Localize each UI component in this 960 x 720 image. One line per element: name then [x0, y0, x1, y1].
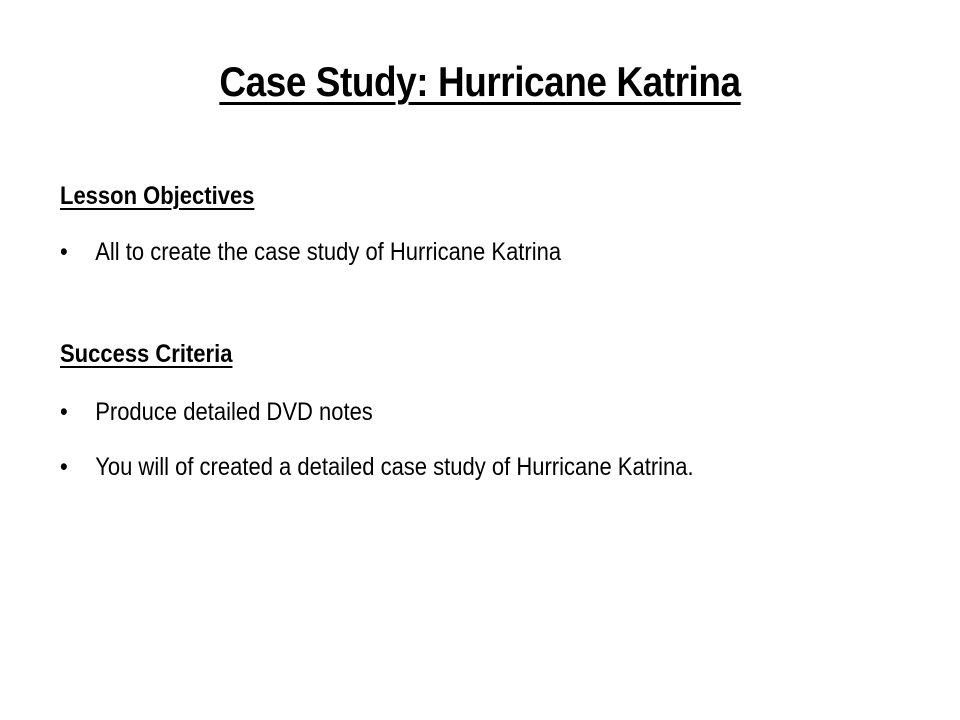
bullet-item	[60, 450, 817, 484]
bullet-text: You will of created a detailed case study of Hurricane Katrina.	[95, 453, 694, 481]
slide-title: Case Study: Hurricane Katrina	[219, 58, 741, 105]
bullet-item	[60, 395, 817, 429]
bullet-text: Produce detailed DVD notes	[95, 398, 373, 426]
section-heading-lesson-objectives: Lesson Objectives	[60, 182, 255, 210]
bullet-item	[60, 235, 817, 269]
bullet-icon: •	[60, 453, 68, 481]
bullet-icon: •	[60, 398, 68, 426]
bullet-icon: •	[60, 238, 68, 266]
section-heading-success-criteria: Success Criteria	[60, 340, 233, 368]
bullet-text: All to create the case study of Hurricane Katrina	[95, 238, 562, 266]
